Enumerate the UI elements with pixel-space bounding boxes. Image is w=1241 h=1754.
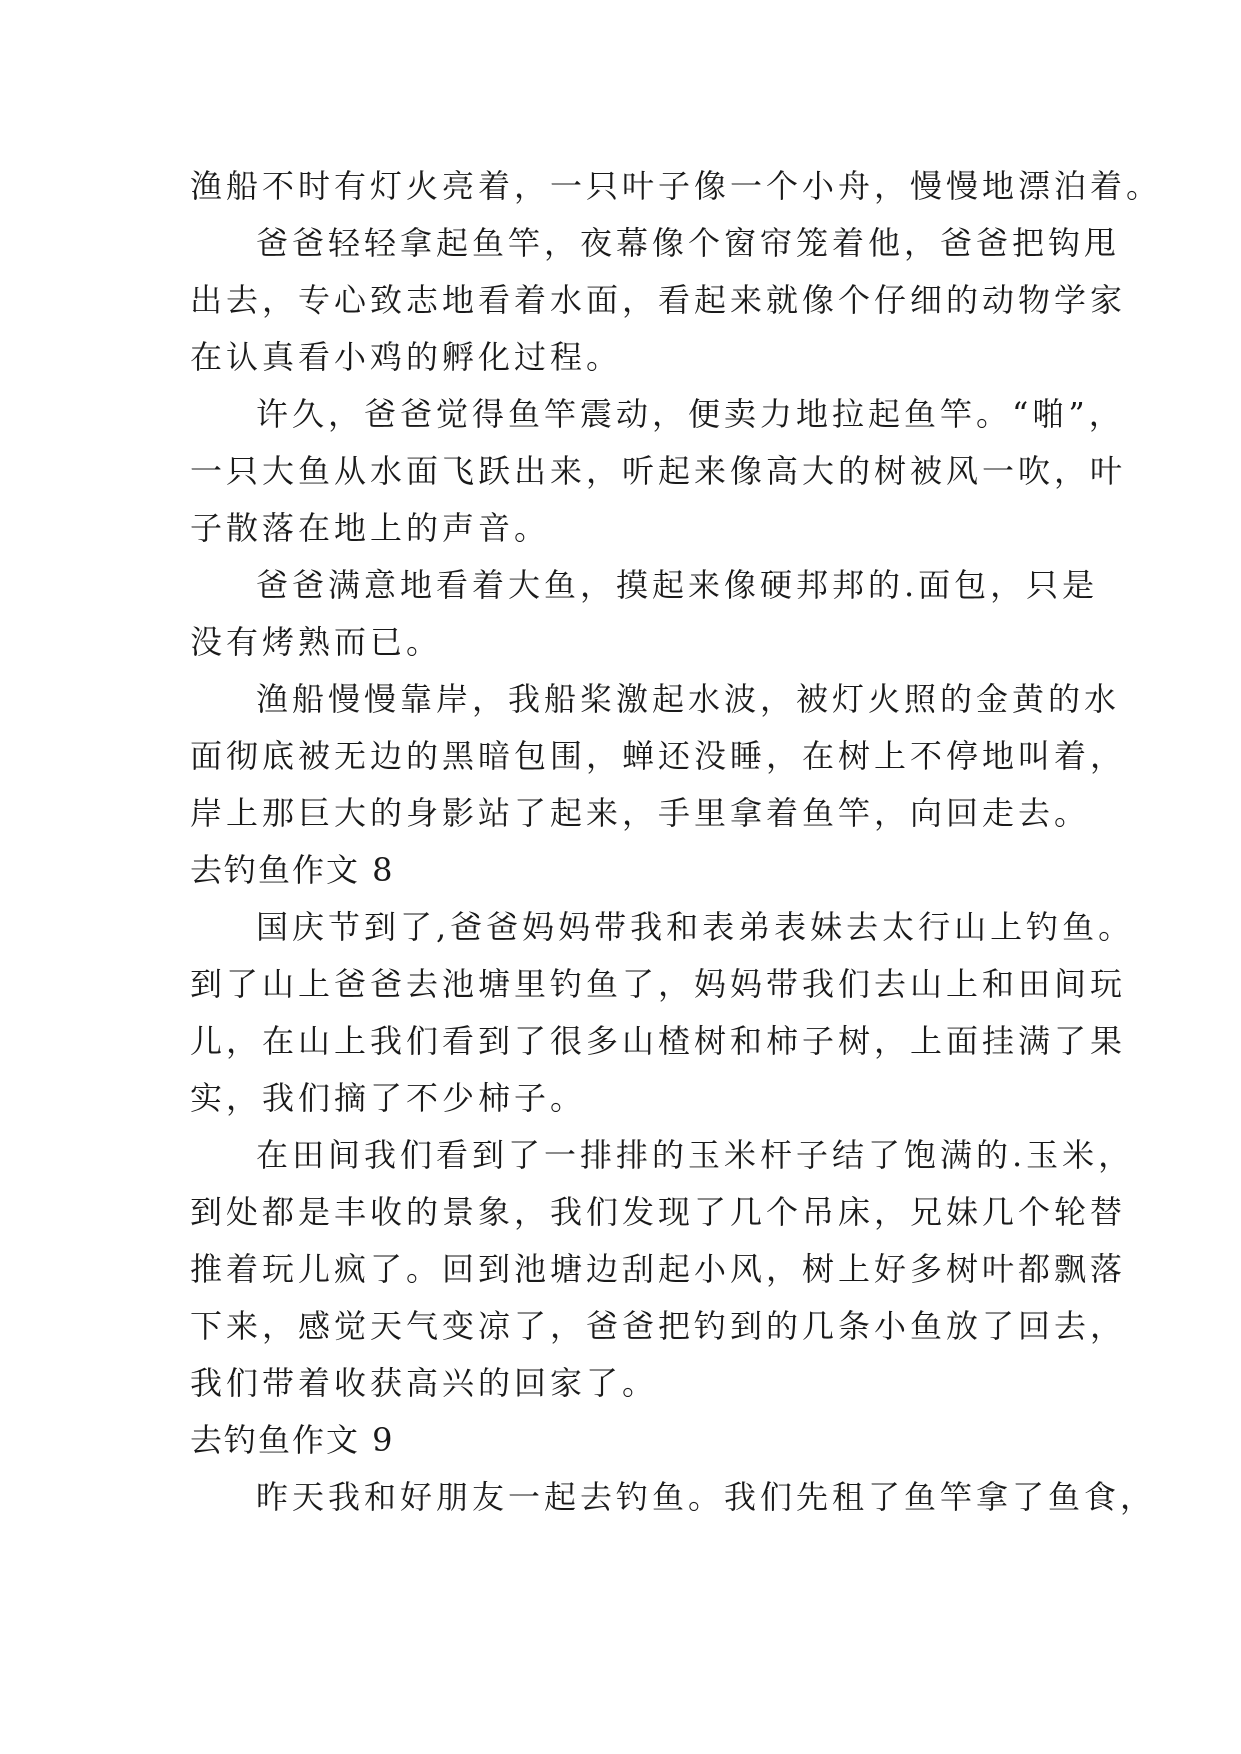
paragraph-line: 渔船不时有灯火亮着，一只叶子像一个小舟，慢慢地漂泊着。 bbox=[190, 167, 1163, 205]
paragraph-line: 在认真看小鸡的孵化过程。 bbox=[190, 338, 623, 376]
paragraph-line: 儿，在山上我们看到了很多山楂树和柿子树，上面挂满了果 bbox=[190, 1022, 1127, 1060]
paragraph-first-line: 爸爸轻轻拿起鱼竿，夜幕像个窗帘笼着他，爸爸把钩甩 bbox=[256, 224, 1121, 262]
paragraph-first-line: 渔船慢慢靠岸，我船桨激起水波，被灯火照的金黄的水 bbox=[256, 680, 1121, 718]
paragraph-line: 下来，感觉天气变凉了，爸爸把钓到的几条小鱼放了回去， bbox=[190, 1307, 1127, 1345]
paragraph-line: 岸上那巨大的身影站了起来，手里拿着鱼竿，向回走去。 bbox=[190, 794, 1091, 832]
paragraph-first-line: 昨天我和好朋友一起去钓鱼。我们先租了鱼竿拿了鱼食， bbox=[256, 1478, 1157, 1516]
paragraph-line: 推着玩儿疯了。回到池塘边刮起小风，树上好多树叶都飘落 bbox=[190, 1250, 1127, 1288]
paragraph-line: 子散落在地上的声音。 bbox=[190, 509, 551, 547]
paragraph-line: 一只大鱼从水面飞跃出来，听起来像高大的树被风一吹，叶 bbox=[190, 452, 1127, 490]
paragraph-first-line: 许久，爸爸觉得鱼竿震动，便卖力地拉起鱼竿。“啪”， bbox=[256, 395, 1125, 433]
paragraph-line: 到了山上爸爸去池塘里钓鱼了，妈妈带我们去山上和田间玩 bbox=[190, 965, 1127, 1003]
section-heading: 去钓鱼作文 8 bbox=[190, 851, 395, 889]
paragraph-first-line: 在田间我们看到了一排排的玉米杆子结了饱满的.玉米， bbox=[256, 1136, 1135, 1174]
paragraph-line: 到处都是丰收的景象，我们发现了几个吊床，兄妹几个轮替 bbox=[190, 1193, 1127, 1231]
paragraph-line: 出去，专心致志地看着水面，看起来就像个仔细的动物学家 bbox=[190, 281, 1127, 319]
paragraph-first-line: 国庆节到了,爸爸妈妈带我和表弟表妹去太行山上钓鱼。 bbox=[256, 908, 1135, 946]
paragraph-first-line: 爸爸满意地看着大鱼，摸起来像硬邦邦的.面包，只是 bbox=[256, 566, 1099, 604]
paragraph-line: 我们带着收获高兴的回家了。 bbox=[190, 1364, 659, 1402]
paragraph-line: 面彻底被无边的黑暗包围，蝉还没睡，在树上不停地叫着， bbox=[190, 737, 1127, 775]
document-body bbox=[190, 158, 1163, 1526]
paragraph-line: 没有烤熟而已。 bbox=[190, 623, 443, 661]
section-heading: 去钓鱼作文 9 bbox=[190, 1421, 395, 1459]
paragraph-line: 实，我们摘了不少柿子。 bbox=[190, 1079, 587, 1117]
